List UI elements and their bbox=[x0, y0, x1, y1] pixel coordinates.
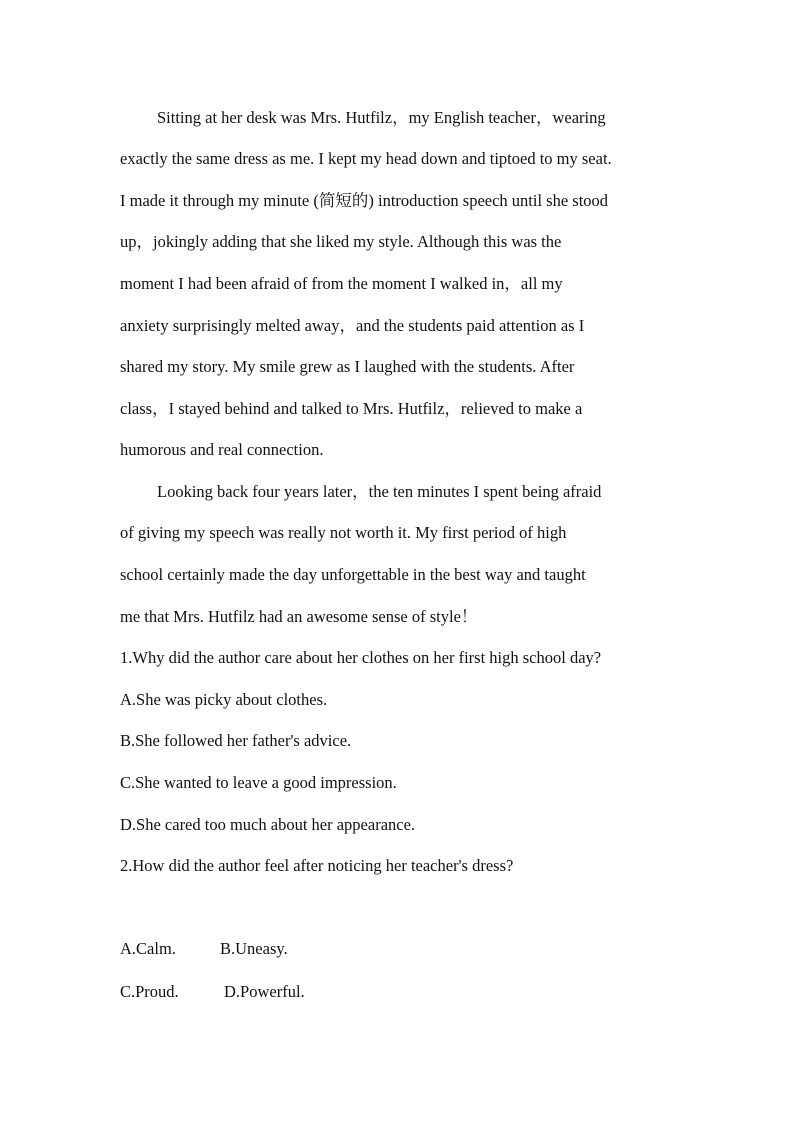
question-1-option-b: B.She followed her father's advice. bbox=[120, 731, 352, 750]
passage-line-6: anxiety surprisingly melted away，and the students paid attention as I bbox=[120, 316, 585, 335]
passage-line-12: school certainly made the day unforgettable in the best way and taught bbox=[120, 565, 586, 584]
question-1-option-d: D.She cared too much about her appearance. bbox=[120, 815, 416, 834]
passage-line-11: of giving my speech was really not worth it. My first period of high bbox=[120, 523, 567, 542]
question-1-option-c: C.She wanted to leave a good impression. bbox=[120, 773, 397, 792]
passage-line-4: up，jokingly adding that she liked my style. Although this was the bbox=[120, 232, 562, 251]
question-1-option-a: A.She was picky about clothes. bbox=[120, 690, 328, 709]
passage-line-7: shared my story. My smile grew as I laughed with the students. After bbox=[120, 357, 575, 376]
passage-line-8: class，I stayed behind and talked to Mrs. Hutfilz，relieved to make a bbox=[120, 399, 583, 418]
passage-line-3: I made it through my minute (简短的) introduction speech until she stood bbox=[120, 191, 609, 210]
question-1-stem: 1.Why did the author care about her clothes on her first high school day? bbox=[120, 648, 602, 667]
passage-line-13: me that Mrs. Hutfilz had an awesome sense of style！ bbox=[120, 607, 478, 626]
question-2-option-d: D.Powerful. bbox=[224, 982, 305, 1001]
passage-line-2: exactly the same dress as me. I kept my head down and tiptoed to my seat. bbox=[120, 149, 612, 168]
question-2-option-c: C.Proud. bbox=[120, 982, 179, 1001]
question-2-stem: 2.How did the author feel after noticing her teacher's dress? bbox=[120, 856, 514, 875]
passage-line-1: Sitting at her desk was Mrs. Hutfilz，my English teacher，wearing bbox=[157, 108, 606, 127]
question-2-option-a: A.Calm. bbox=[120, 939, 176, 958]
question-2-option-b: B.Uneasy. bbox=[220, 939, 288, 958]
passage-line-9: humorous and real connection. bbox=[120, 440, 324, 459]
passage-line-5: moment I had been afraid of from the moment I walked in，all my bbox=[120, 274, 563, 293]
passage-line-10: Looking back four years later，the ten minutes I spent being afraid bbox=[157, 482, 602, 501]
